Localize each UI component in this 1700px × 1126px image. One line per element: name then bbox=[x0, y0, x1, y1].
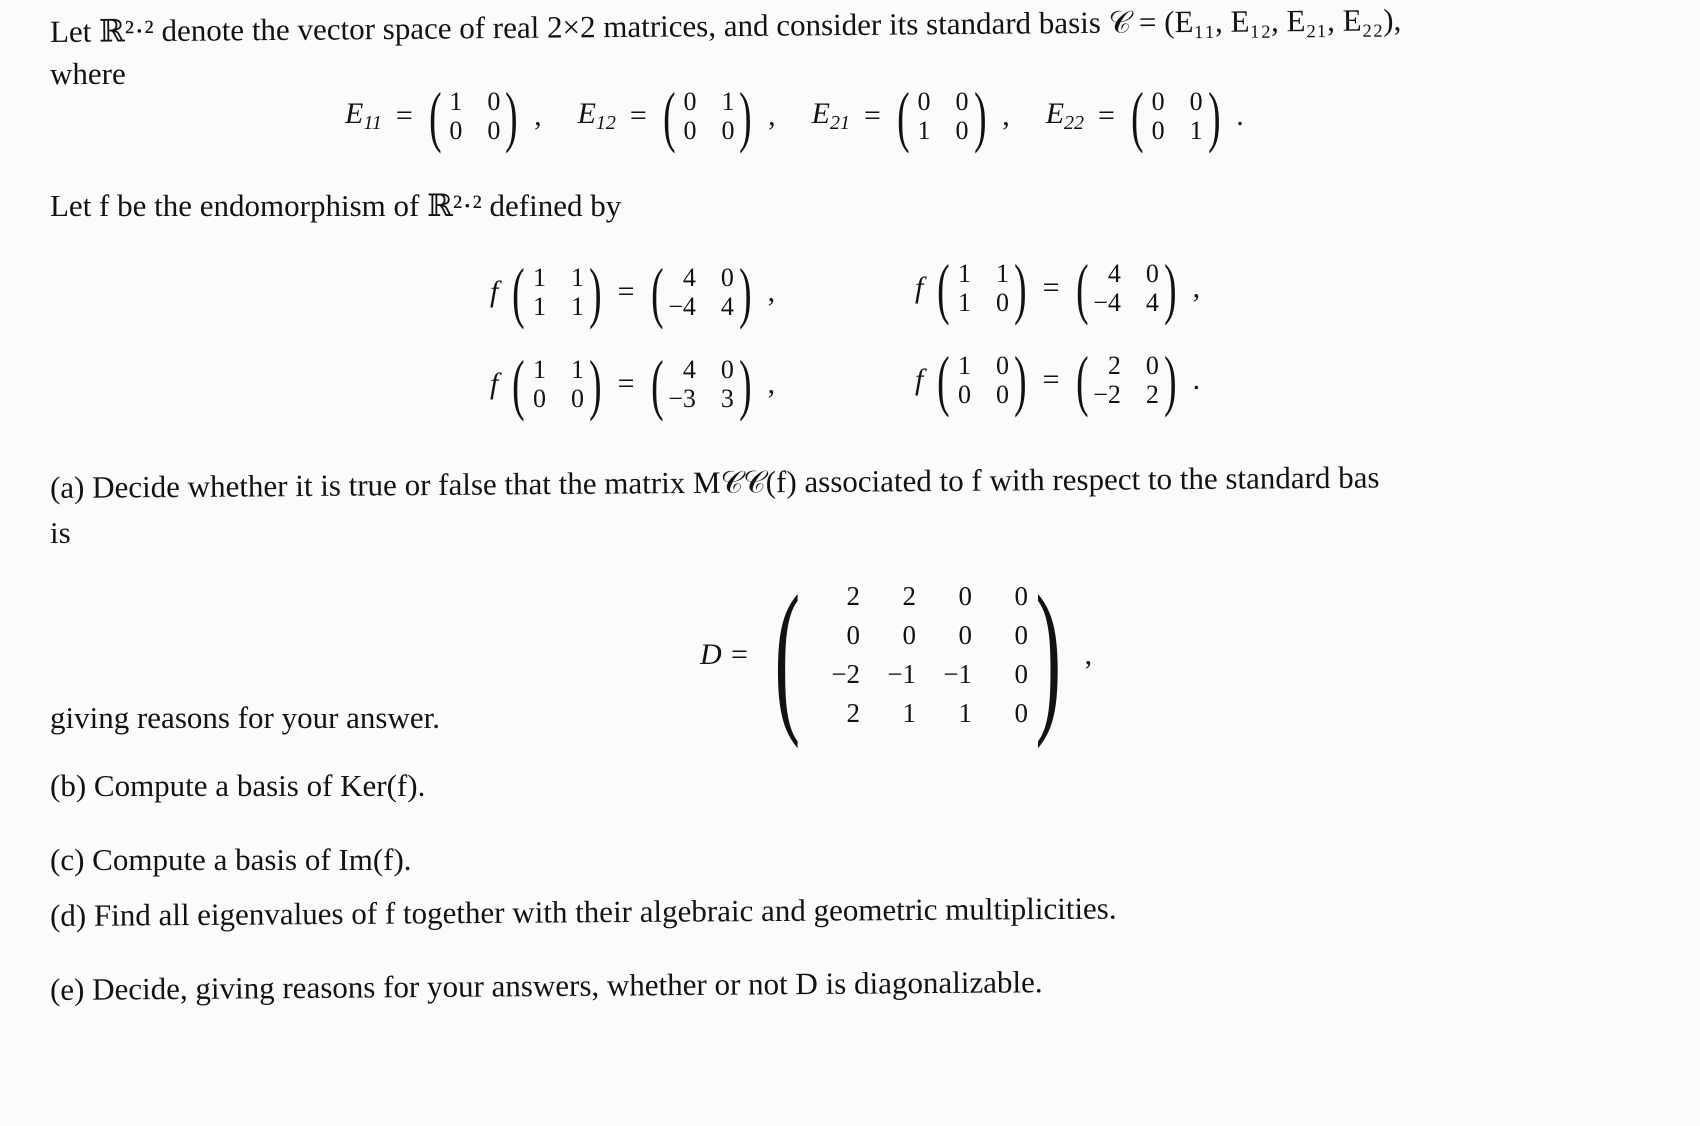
intro-line-3: Let f be the endomorphism of ℝ²·² defined by bbox=[50, 188, 622, 223]
part-a-text: (a) Decide whether it is true or false that the matrix M𝒞𝒞(f) associated to f with respect to the standard bas bbox=[49, 459, 1380, 505]
basis-label-E21: $E_{21}$ bbox=[811, 97, 850, 134]
definition-1: f ( 1 1 1 1 ) = ( 4 0 −4 4 ) , bbox=[490, 254, 776, 330]
definition-3: f ( 1 1 0 0 ) = ( 4 0 −3 3 ) , bbox=[490, 346, 776, 422]
matrix-E22: ( 0 0 0 1 ) bbox=[1131, 78, 1221, 154]
part-a-is: is bbox=[50, 515, 71, 550]
part-d-text: (d) Find all eigenvalues of f together with their algebraic and geometric multiplicities. bbox=[49, 890, 1117, 933]
intro-line-1: Let ℝ²·² denote the vector space of real 2×2 matrices, and consider its standard basis 𝒞 = (E₁₁, E₁₂, E₂₁, E₂₂), bbox=[49, 2, 1402, 49]
definition-2: f ( 1 1 1 0 ) = ( 4 0 −4 4 ) , bbox=[915, 250, 1201, 326]
matrix-D: 2 2 0 0 0 0 0 0 −2 −1 −1 0 2 1 1 0 bbox=[831, 581, 1029, 728]
basis-label-E12: $E_{12}$ bbox=[577, 97, 616, 134]
basis-label-E11: $E_{11}$ bbox=[345, 97, 382, 134]
part-a-tail: giving reasons for your answer. bbox=[50, 700, 440, 735]
basis-label-E22: $E_{22}$ bbox=[1045, 97, 1085, 134]
basis-row: $E_{11}$ = ( 1 0 0 0 ) , $E_{12}$ = ( 0 1 0 0 ) , $E_{21}$ = ( 0 0 1 0 ) , $E_{22}$ = ( 0 0 0 1 ) . bbox=[345, 78, 1244, 154]
part-b-text: (b) Compute a basis of Ker(f). bbox=[50, 768, 426, 803]
matrix-D-display: D = ( 2 2 0 0 0 0 0 0 −2 −1 −1 0 2 1 1 0 ) , bbox=[700, 561, 1093, 749]
part-c-text: (c) Compute a basis of Im(f). bbox=[50, 842, 412, 877]
definition-4: f ( 1 0 0 0 ) = ( 2 0 −2 2 ) . bbox=[915, 342, 1201, 418]
matrix-E11: ( 1 0 0 0 ) bbox=[428, 78, 518, 154]
matrix-D-label: D = bbox=[700, 638, 750, 671]
part-e-text: (e) Decide, giving reasons for your answers, whether or not D is diagonalizable. bbox=[49, 964, 1043, 1007]
intro-line-2: where bbox=[50, 56, 126, 91]
matrix-E21: ( 0 0 1 0 ) bbox=[896, 78, 987, 154]
matrix-E12: ( 0 1 0 0 ) bbox=[662, 78, 753, 154]
